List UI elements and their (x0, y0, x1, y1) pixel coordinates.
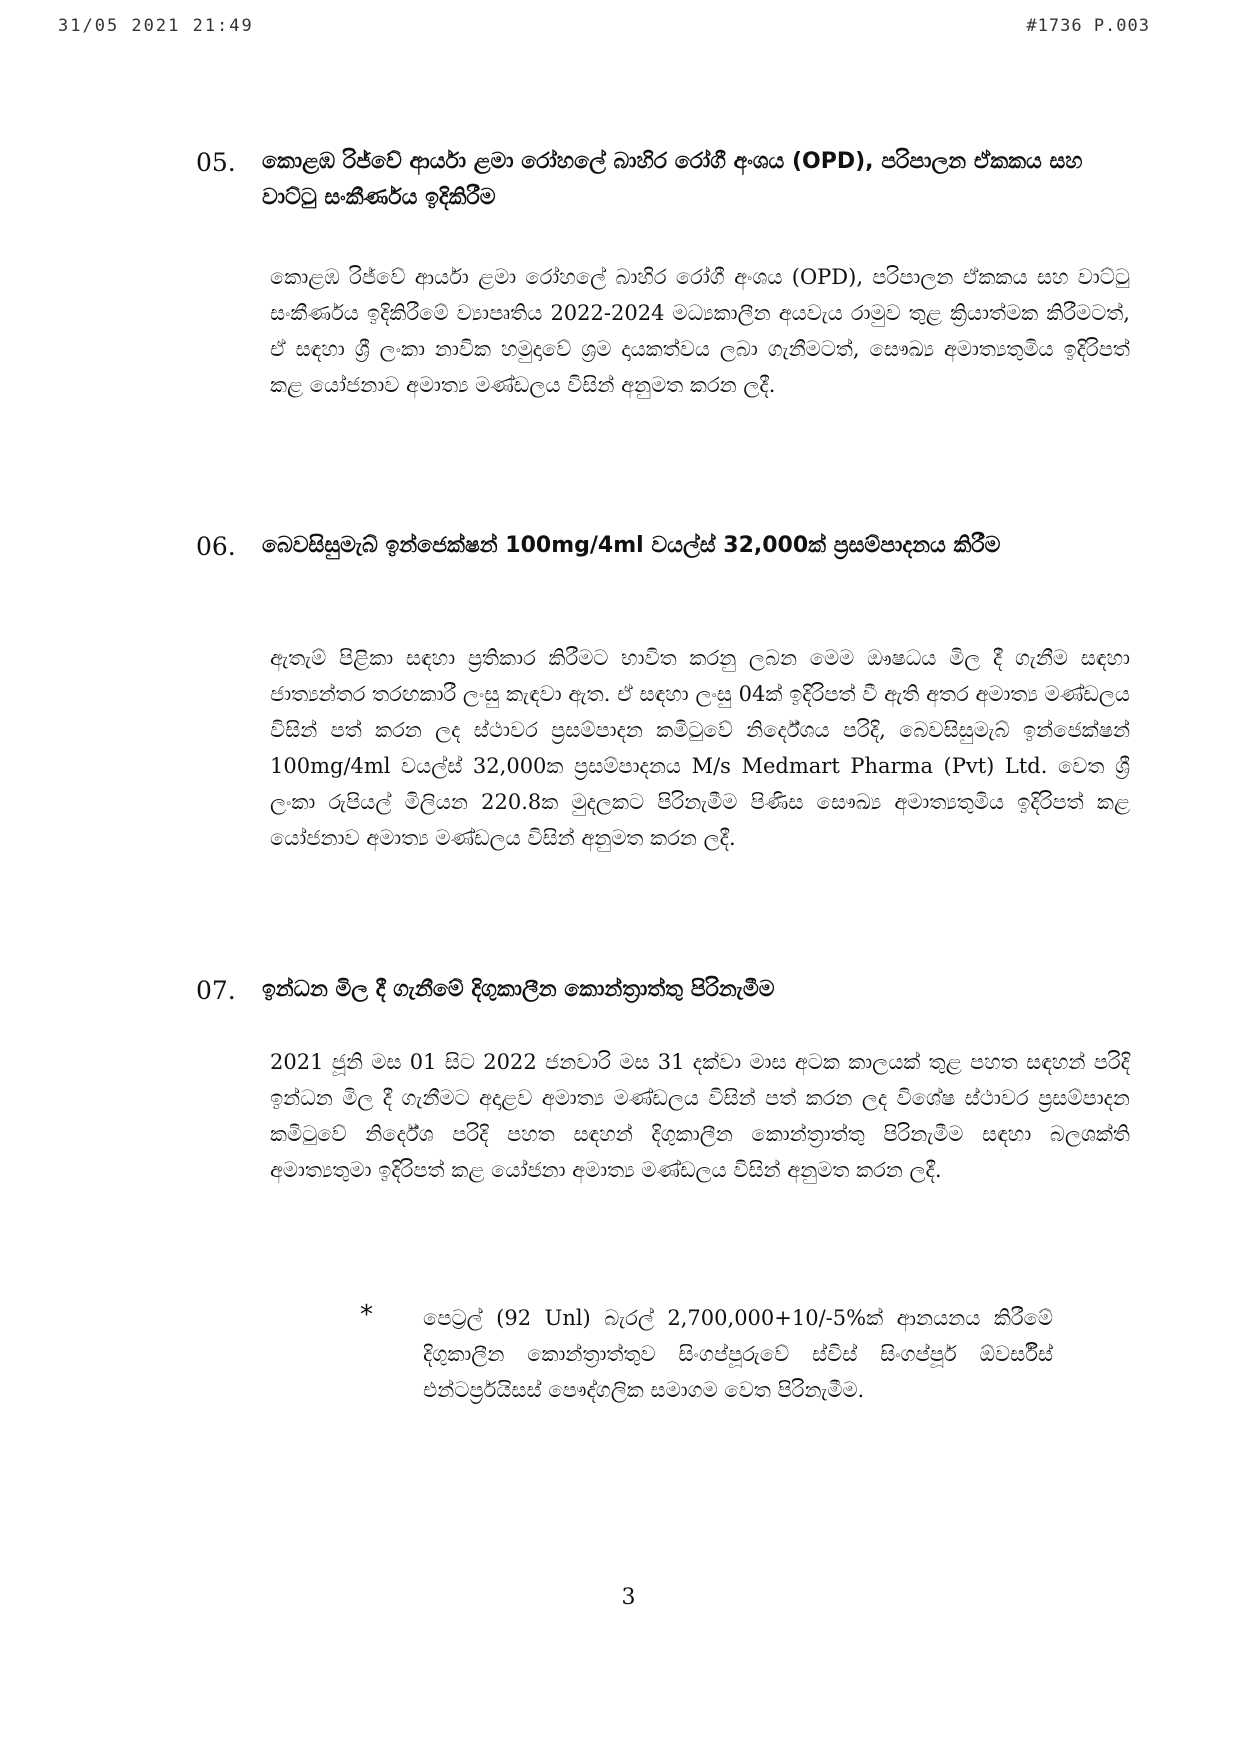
bullet-marker: * (360, 1300, 373, 1330)
section-body: ඇතැම් පිළිකා සඳහා ප්‍රතිකාර කිරීමට භාවිත කරනු ලබන මෙම ඖෂධය මිල දී ගැනීම සඳහා ජාත්‍යන්තර තරඟකාරී ලංසු කැඳවා ඇත. ඒ සඳහා ලංසු 04ක් ඉදිරිපත් වී ඇති අතර අමාත්‍ය මණ්ඩලය විසින් පත් කරන ලද ස්ථාවර ප්‍රසම්පාදන කමිටුවේ නිර්දේශය පරිදි, බෙවසිසුමැබ් ඉන්ජෙක්ෂන් 100mg/4ml වයල්ස් 32,000ක ප්‍රසම්පාදනය M/s Medmart Pharma (Pvt) Ltd. වෙත ශ්‍රී ලංකා රුපියල් මිලියන 220.8ක මුදලකට පිරිනැමීම පිණිස සෞඛ්‍ය අමාත්‍යතුමිය ඉදිරිපත් කළ යෝජනාව අමාත්‍ය මණ්ඩලය විසින් අනුමත කරන ලදී. (270, 646, 1130, 850)
page-number: 3 (621, 1585, 636, 1610)
section-body: 2021 ජූනි මස 01 සිට 2022 ජනවාරි මස 31 දක්වා මාස අටක කාලයක් තුළ පහත සඳහන් පරිදි ඉන්ධන මිල දී ගැනීමට අදාළව අමාත්‍ය මණ්ඩලය විසින් පත් කරන ලද විශේෂ ස්ථාවර ප්‍රසම්පාදන කමිටුවේ නිර්දේශ පරිදි පහත සඳහන් දිගුකාලීන කොන්ත්‍රාත්තු පිරිනැමීම සඳහා බලශක්ති අමාත්‍යතුමා ඉදිරිපත් කළ යෝජනා අමාත්‍ය මණ්ඩලය විසින් අනුමත කරන ලදී. (270, 1050, 1130, 1182)
section-title: කොළඹ රිජ්වේ ආර්යා ළමා රෝහලේ බාහිර රෝගී අංශය (OPD), පරිපාලන ඒකකය සහ වාට්ටු සංකීර්ණය ඉදිකිරීම (262, 149, 1083, 210)
section-title: බෙවසිසුමැබ් ඉන්ජෙක්ෂන් 100mg/4ml වයල්ස් 32,000ක් ප්‍රසම්පාදනය කිරීම (262, 533, 1001, 558)
bullet-text: පෙට්‍රල් (92 Unl) බැරල් 2,700,000+10/-5%ක් ආනයනය කිරීමේ දිගුකාලීන කොන්ත්‍රාත්තුව සිංගප්පූරුවේ ස්විස් සිංගප්පූර් ඕවර්සීස් එන්ටර්ප්‍රයිසස් පෞද්ගලික සමාගම වෙත පිරිනැමීම. (423, 1306, 1053, 1402)
section-number: 07. (196, 976, 236, 1005)
section-body: කොළඹ රිජ්වේ ආර්යා ළමා රෝහලේ බාහිර රෝගී අංශය (OPD), පරිපාලන ඒකකය සහ වාට්ටු සංකීර්ණය ඉදිකිරීමේ ව්‍යාපෘතිය 2022-2024 මධ්‍යකාලීන අයවැය රාමුව තුළ ක්‍රියාත්මක කිරීමටත්, ඒ සඳහා ශ්‍රී ලංකා නාවික හමුදාවේ ශ්‍රම දායකත්වය ලබා ගැනීමටත්, සෞඛ්‍ය අමාත්‍යතුමිය ඉදිරිපත් කළ යෝජනාව අමාත්‍ය මණ්ඩලය විසින් අනුමත කරන ලදී. (270, 265, 1130, 397)
section-number: 06. (196, 532, 236, 561)
section-title: ඉන්ධන මිල දී ගැනීමේ දිගුකාලීන කොන්ත්‍රාත්තු පිරිනැමීම (262, 977, 775, 1002)
section-number: 05. (196, 148, 236, 177)
fax-datetime: 31/05 2021 21:49 (58, 16, 254, 36)
fax-header (0, 16, 1257, 40)
fax-reference: #1736 P.003 (1026, 16, 1150, 36)
